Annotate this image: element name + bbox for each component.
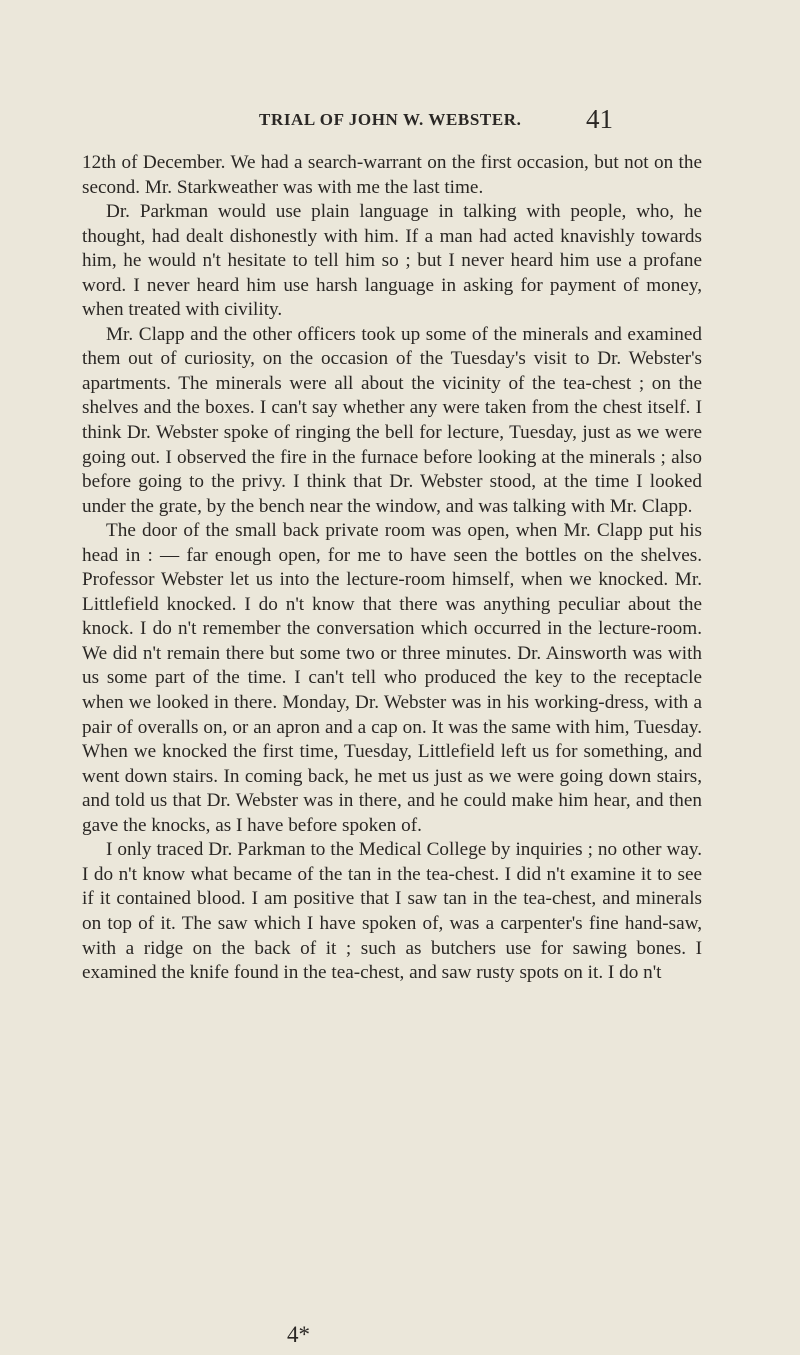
paragraph: 12th of December. We had a search-warrant on the first occasion, but not on the second. Mr. Starkweather was with me the last time. [82, 152, 702, 198]
running-head [0, 104, 800, 134]
paragraph: The door of the small back private room was open, when Mr. Clapp put his head in : — far enough open, for me to have seen the bottles on the shelves. Professor Webster let us into the lecture-room himself, when we knocked. Mr. Littlefield knocked. I do n't know that there was anything peculiar about the knock. I do n't remember the conversation which occurred in the lecture-room. We did n't remain there but some two or three minutes. Dr. Ainsworth was with us some part of the time. I can't tell who produced the key to the receptacle when we looked in there. Monday, Dr. Webster was in his working-dress, with a pair of overalls on, or an apron and a cap on. It was the same with him, Tuesday. When we knocked the first time, Tuesday, Littlefield left us for something, and went down stairs. In coming back, he met us just as we were going down stairs, and told us that Dr. Webster was in there, and he could make him hear, and then gave the knocks, as I have before spoken of. [82, 520, 702, 836]
page-number: 41 [586, 104, 613, 134]
paragraph: I only traced Dr. Parkman to the Medical College by inquiries ; no other way. I do n't know what became of the tan in the tea-chest. I did n't examine it to see if it contained blood. I am positive that I saw tan in the tea-chest, and minerals on top of it. The saw which I have spoken of, was a carpenter's fine hand-saw, with a ridge on the back of it ; such as butchers use for sawing bones. I examined the knife found in the tea-chest, and saw rusty spots on it. I do n't [82, 839, 702, 984]
body-text [82, 151, 702, 986]
paragraph: Mr. Clapp and the other officers took up some of the minerals and examined them out of curiosity, on the occasion of the Tuesday's visit to Dr. Webster's apartments. The minerals were all about the vicinity of the tea-chest ; on the shelves and the boxes. I can't say whether any were taken from the chest itself. I think Dr. Webster spoke of ringing the bell for lecture, Tuesday, just as we were going out. I observed the fire in the furnace before looking at the minerals ; also before going to the privy. I think that Dr. Webster stood, at the time I looked under the grate, by the bench near the window, and was talking with Mr. Clapp. [82, 323, 702, 517]
paragraph: Dr. Parkman would use plain language in talking with people, who, he thought, had dealt dishonestly with him. If a man had acted knavishly towards him, he would n't hesitate to tell him so ; but I never heard him use a profane word. I never heard him use harsh language in asking for payment of money, when treated with civility. [82, 201, 702, 321]
signature-mark: 4* [287, 1322, 310, 1347]
running-title: TRIAL OF JOHN W. WEBSTER. [259, 110, 522, 129]
